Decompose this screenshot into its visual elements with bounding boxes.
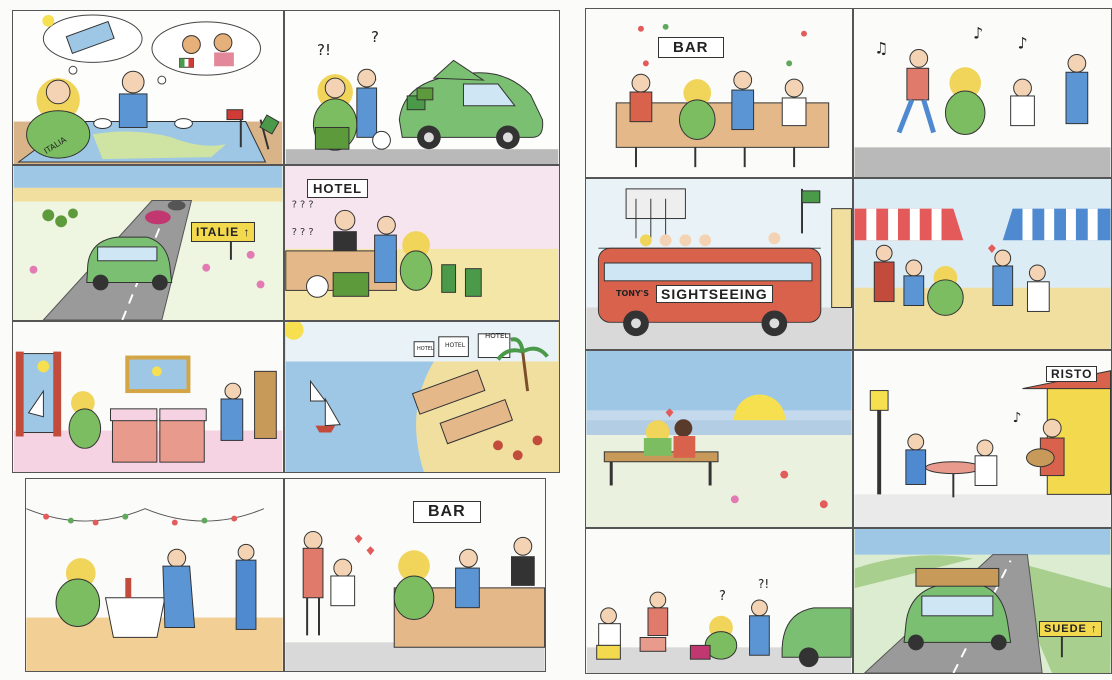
panel-beach (284, 321, 560, 473)
road-home-scene (854, 529, 1111, 673)
panel-hotel (284, 165, 560, 321)
exclaim-mark: ?! (317, 41, 331, 59)
beach-hotel-label-2: HOTEL (445, 342, 466, 349)
sunset-scene (586, 351, 852, 527)
panel-market (853, 178, 1112, 350)
panel-farewell (585, 528, 853, 674)
road-home-sign: SUEDE ↑ (1039, 621, 1102, 637)
right-page (585, 0, 1112, 680)
farewell-question-mark: ? (719, 589, 726, 604)
svg-text:? ? ?: ? ? ? (291, 227, 314, 239)
svg-text:? ? ?: ? ? ? (291, 199, 314, 211)
bar-right-scene (586, 9, 852, 177)
question-mark: ? (371, 28, 379, 46)
beach-hotel-label-1: HOTEL (417, 346, 434, 352)
panel-bar-left (284, 478, 546, 672)
bus-sign-small: TONY'S (616, 289, 649, 298)
market-scene (854, 179, 1111, 349)
beach-scene (285, 322, 559, 472)
map-label: ITALIA (42, 135, 68, 156)
dancing-scene (854, 9, 1111, 177)
panel-bus (585, 178, 853, 350)
hotel-sign: HOTEL (307, 179, 368, 198)
svg-text:♪: ♪ (973, 23, 984, 43)
packing-scene (285, 11, 559, 164)
bar-sign-left: BAR (413, 501, 481, 523)
svg-text:♪: ♪ (1017, 33, 1028, 53)
bar-sign-right: BAR (658, 37, 724, 58)
beach-hotel-label-3: HOTEL (485, 332, 509, 340)
svg-text:♪: ♪ (1012, 410, 1022, 427)
panel-bar-right (585, 8, 853, 178)
road-scene (13, 166, 283, 320)
panel-dancing (853, 8, 1112, 178)
panel-dinner (25, 478, 284, 672)
room-scene (13, 322, 283, 472)
panel-dream (12, 10, 284, 165)
road-sign: ITALIE ↑ (191, 222, 255, 242)
farewell-exclaim-mark: ?! (758, 577, 770, 591)
panel-sunset (585, 350, 853, 528)
svg-text:♫: ♫ (874, 38, 889, 58)
panel-ristorante (853, 350, 1112, 528)
panel-packing (284, 10, 560, 165)
bus-scene (586, 179, 852, 349)
bus-sign: SIGHTSEEING (656, 285, 773, 303)
panel-road (12, 165, 284, 321)
ristorante-sign: RISTO (1046, 366, 1097, 382)
panel-room (12, 321, 284, 473)
panel-road-home (853, 528, 1112, 674)
dinner-scene (26, 479, 283, 671)
